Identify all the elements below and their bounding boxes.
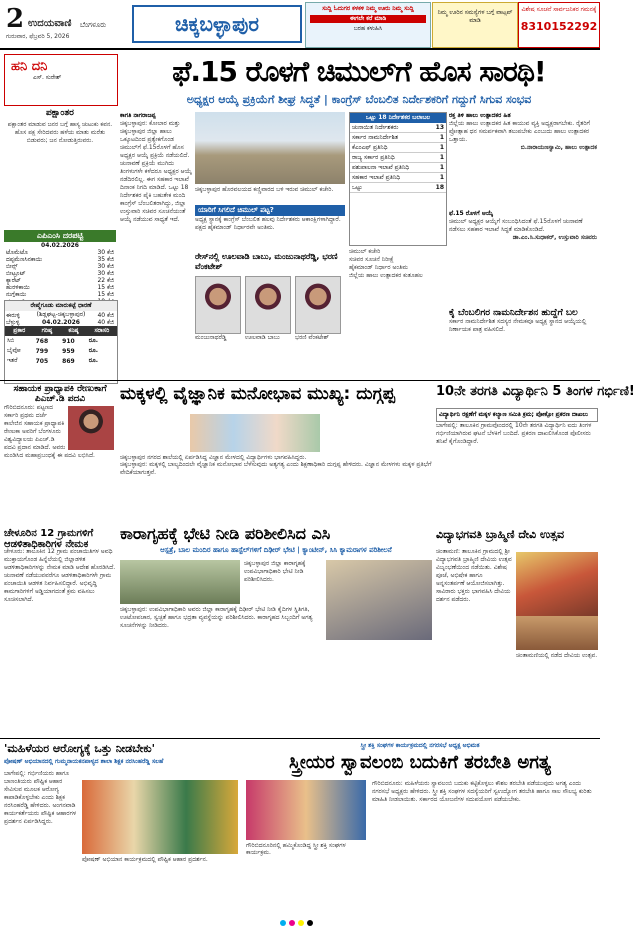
- price-value: 15 ಕೆಜಿ: [97, 284, 114, 291]
- silk-col-header: ಗರಿಷ್ಠ: [34, 326, 61, 336]
- candidate-photo-icon: [245, 276, 291, 334]
- directors-row: [350, 143, 446, 153]
- inset-line: ಜಿಲ್ಲೆಯ ಹಾಲು ಉತ್ಪಾದಕರ ಕುತೂಹಲ: [349, 272, 423, 279]
- women-body: ಬಾಗೇಪಲ್ಲಿ: ಗರ್ಭಿಣಿಯರು ಹಾಗೂ ಬಾಣಂತಿಯರು ಪೌಷ್ಟಿಕ ಆಹಾರ ಸೇವಿಸುವ ಮೂಲಕ ಆರೋಗ್ಯ ಕಾಪಾಡಿಕೊಳ್ಳಬೇಕು ಎಂದು ಶಿಕ್ಷಕ ನರಸಿಂಹರೆಡ್ಡಿ ಹೇಳಿದರು. ಅಂಗನವಾಡಿ ಕಾರ್ಯಕರ್ತೆಯರು ಪೌಷ್ಟಿಕ ಆಹಾರಗಳ ಪ್ರದರ್ಶನ ಏರ್ಪಡಿಸಿದ್ದರು.: [4, 770, 77, 825]
- price-row: [4, 249, 116, 256]
- directors-label: ರಾಜ್ಯ ಸರ್ಕಾರ ಪ್ರತಿನಿಧಿ: [350, 153, 430, 163]
- directors-count: 1: [430, 153, 446, 163]
- women-headline: 'ಮಹಿಳೆಯರ ಆರೋಗ್ಯಕ್ಕೆ ಒತ್ತು ನೀಡಬೇಕು': [4, 742, 156, 755]
- poem-column: [4, 108, 116, 228]
- ad1-band: ಈಗಲೇ ಕರೆ ಮಾಡಿ: [310, 15, 426, 23]
- directors-row: [350, 173, 446, 183]
- directors-row: [350, 123, 446, 133]
- price-row: [4, 263, 116, 270]
- directors-label: ಸರ್ಕಾರ ನಾಮನಿರ್ದೇಶಿತ: [350, 133, 430, 143]
- silk-cell: ರೂ.: [88, 347, 99, 354]
- opinion-2-body: ಚಿಮುಲ್ ಅಧ್ಯಕ್ಷರ ಆಯ್ಕೆಗೆ ಸಂಬಂಧಿಸಿದಂತೆ ಫೆ.15ರೊಳಗೆ ಚುನಾವಣೆ ನಡೆಸಲು ಸಹಕಾರ ಇಲಾಖೆ ಸಿದ್ಧತೆ ಮಾಡಿಕೊಂಡಿದೆ.: [449, 218, 583, 233]
- candidate-photo-icon: [195, 276, 241, 334]
- ad1-bottom: ಬರಹ ಕಳುಹಿಸಿ: [353, 25, 383, 32]
- black-dot-icon: [307, 920, 313, 926]
- nominee-title: ಕೈ ಬೆಂಬಲಿಗರ ನಾಮನಿರ್ದೇಶನ ಹುದ್ದೆಗೆ ಬಲ: [449, 308, 578, 318]
- price-item: ಬೆಳ್ಳುಳ್ಳಿ: [6, 319, 20, 326]
- silk-col-header: ಸರಾಸರಿ: [87, 326, 117, 336]
- price-item: ದಪ್ಪಮೆಣಸಿನಕಾಯಿ: [6, 256, 43, 263]
- price-value: 30 ಕೆಜಿ: [97, 263, 114, 270]
- lead-subhead: ಅಧ್ಯಕ್ಷರ ಆಯ್ಕೆ ಪ್ರಕ್ರಿಯೆಗೆ ಶೀಘ್ರ ಸಿದ್ಧತೆ | ಕಾಂಗ್ರೆಸ್ ಬೆಂಬಲಿತ ನಿರ್ದೇಶಕರಿಗೆ ಗದ್ದುಗೆ ಸಿಗುವ ಸಂಭವ: [186, 93, 532, 106]
- student-body: ಬಾಗೇಪಲ್ಲಿ: ತಾಲೂಕಿನ ಗ್ರಾಮವೊಂದರಲ್ಲಿ 10ನೇ ತರಗತಿ ವಿದ್ಯಾರ್ಥಿನಿ ಐದು ತಿಂಗಳ ಗರ್ಭಿಣಿಯಾಗಿರುವ ಘಟನೆ ಬೆಳಕಿಗೆ ಬಂದಿದೆ. ಪ್ರಕರಣ ದಾಖಲಿಸಿಕೊಂಡ ಪೊಲೀಸರು ತನಿಖೆ ಕೈಗೊಂಡಿದ್ದಾರೆ.: [436, 422, 592, 445]
- self-headline: ಸ್ತ್ರೀಯರ ಸ್ವಾವಲಂಬಿ ಬದುಕಿಗೆ ತರಬೇತಿ ಅಗತ್ಯ: [289, 752, 551, 773]
- nominee-body: ಸರ್ಕಾರ ನಾಮನಿರ್ದೇಶಿತ ಸದಸ್ಯರ ನೇಮಕವೂ ಅಧ್ಯಕ್ಷ ಸ್ಥಾನದ ಆಯ್ಕೆಯಲ್ಲಿ ನಿರ್ಣಾಯಕ ಪಾತ್ರ ವಹಿಸಲಿದೆ.: [449, 318, 587, 333]
- directors-row: [350, 153, 446, 163]
- silk-table: [5, 326, 117, 366]
- opinion-1-title: ರಕ್ತ ತಿಳಿ ಹಾಲು ಉತ್ಪಾದಕರ ಹಿತ: [449, 112, 511, 119]
- silk-cell: 705: [35, 357, 49, 365]
- inset-line: ಸಚಿವರ ಸೂಚನೆ ನಿರೀಕ್ಷೆ: [349, 256, 394, 263]
- directors-table: [349, 112, 447, 246]
- ad-banner-2: [432, 2, 518, 48]
- section-rule: [0, 380, 600, 381]
- self-caption: ಗೌರಿಬಿದನೂರಿನಲ್ಲಿ ಹಮ್ಮಿಕೊಂಡಿದ್ದ ಸ್ತ್ರೀ ಶಕ್ತಿ ಸಂಘಗಳ ಕಾರ್ಯಕ್ರಮ.: [246, 842, 346, 856]
- price-item: ಬೀಟ್ರೂಟ್: [6, 270, 26, 277]
- jail-photo-2: [326, 560, 432, 640]
- jail-photo-1: [120, 560, 240, 604]
- jail-body: ಚಿಕ್ಕಬಳ್ಳಾಪುರ: ಉಪವಿಭಾಗಾಧಿಕಾರಿ ಅವರು ಜಿಲ್ಲಾ ಕಾರಾಗೃಹಕ್ಕೆ ದಿಢೀರ್ ಭೇಟಿ ನೀಡಿ ಕೈದಿಗಳ ಸ್ಥಿತಿಗತಿ, ಊಟೋಪಚಾರ, ಸ್ವಚ್ಛತೆ ಹಾಗೂ ಭದ್ರತಾ ವ್ಯವಸ್ಥೆಯನ್ನು ಪರಿಶೀಲಿಸಿದರು. ಕಾರಾಗೃಹದ ಸಿಬ್ಬಂದಿಗೆ ಅಗತ್ಯ ಸೂಚನೆಗಳನ್ನು ನೀಡಿದರು.: [120, 606, 313, 629]
- price-item: ಹುರಳಿಕಾಯಿ: [6, 284, 30, 291]
- edition-sub: ಬೆಂಗಳೂರು: [80, 21, 107, 29]
- kids-caption: ಚಿಕ್ಕಬಳ್ಳಾಪುರ ನಗರದ ಶಾಲೆಯಲ್ಲಿ ಏರ್ಪಡಿಸಿದ್ದ ವಿಜ್ಞಾನ ಮೇಳದಲ್ಲಿ ವಿದ್ಯಾರ್ಥಿಗಳು ಭಾಗವಹಿಸಿದ್ದರು.: [120, 454, 307, 461]
- directors-count: 13: [430, 123, 446, 133]
- price-item: ಈರುಳ್ಳಿ: [6, 312, 20, 319]
- silk-cell: ರೂ.: [88, 357, 99, 364]
- opinion-box-2: [449, 210, 597, 306]
- directors-row: [350, 133, 446, 143]
- phd-heading: ಸಹಾಯಕ ಪ್ರಾಧ್ಯಾಪಕಿ ರೇಣುಕಾಗೆ ಪಿಎಚ್.ಡಿ ಪದವಿ: [13, 384, 107, 404]
- directors-label: ಸಹಕಾರ ಇಲಾಖೆ ಪ್ರತಿನಿಧಿ: [350, 173, 430, 183]
- silk-col-header: ಕನಿಷ್ಠ: [60, 326, 87, 336]
- yellow-dot-icon: [298, 920, 304, 926]
- silk-heading: ರೇಷ್ಮೆಗೂಡು ಮಾರುಕಟ್ಟೆ ಧಾರಣೆ: [5, 301, 117, 311]
- ad-banner-3: [518, 2, 600, 48]
- qa-box: [195, 205, 345, 251]
- price-heading: ಎಪಿಎಂಸಿ ದರಪಟ್ಟಿ: [4, 230, 116, 242]
- candidate-1: ಮಂಜುನಾಥರೆಡ್ಡಿ: [195, 276, 241, 342]
- temple-photo: [516, 552, 598, 616]
- poem-title: ಪಕ್ಷಾಂತರ: [46, 108, 74, 118]
- section-title: ಚಿಕ್ಕಬಳ್ಳಾಪುರ: [132, 5, 302, 43]
- lead-photo-caption: ಚಿಕ್ಕಬಳ್ಳಾಪುರ ಹೊರವಲಯದ ಕಣ್ಣಿವಾರದ ಬಳಿ ಇರುವ ಚಿಮುಲ್ ಕಚೇರಿ.: [195, 186, 334, 193]
- hani-dani-box: [4, 54, 118, 106]
- directors-row: [350, 183, 446, 193]
- temple-photo-2: [516, 616, 598, 650]
- student-story: [436, 408, 598, 526]
- inset-line: ಹೈಕಮಾಂಡ್ ನಿರ್ಧಾರ ಅಂತಿಮ: [349, 264, 408, 271]
- self-subhead: ಸ್ತ್ರೀ ಶಕ್ತಿ ಸಂಘಗಳ ಕಾರ್ಯಕ್ರಮದಲ್ಲಿ ನಗರಸಭೆ ಅಧ್ಯಕ್ಷ ಅಭಿಮತ: [360, 742, 480, 749]
- silk-cell: 910: [62, 337, 75, 345]
- women-caption: ಪೋಷಣ್ ಅಭಿಯಾನ ಕಾರ್ಯಕ್ರಮದಲ್ಲಿ ಪೌಷ್ಟಿಕ ಆಹಾರ ಪ್ರದರ್ಶನ.: [82, 856, 208, 863]
- student-highlight: ವಿದ್ಯಾರ್ಥಿನಿ ರಕ್ಷಣೆಗೆ ಮಕ್ಕಳ ಕಲ್ಯಾಣ ಸಮಿತಿ ಕ್ರಮ; ಪೋಕ್ಸೋ ಪ್ರಕರಣ ದಾಖಲು: [436, 408, 598, 422]
- women-subhead: ಪೋಷಣ್ ಅಭಿಯಾನದಲ್ಲಿ ಗುಮ್ಮನಾಯಕನಪಾಳ್ಯದ ಶಾಲಾ ಶಿಕ್ಷಕ ನರಸಿಂಹರೆಡ್ಡಿ ಸಲಹೆ: [4, 758, 164, 765]
- price-item: ನುಗ್ಗೆಕಾಯಿ: [6, 291, 27, 298]
- candidates-heading: ರೇಸ್‌ನಲ್ಲಿ ಊಲವಾಡಿ ಬಾಬು, ಮಂಜುನಾಥರೆಡ್ಡಿ, ಭರಣಿ ವೆಂಕಟೇಶ್: [195, 252, 338, 271]
- ad1-top: ಸುದ್ದಿ ಓದುಗರ ಕಳಕಳಿ ನಿಮ್ಮ ಊರು ನಿಮ್ಮ ಸುದ್ದಿ: [322, 5, 414, 12]
- silk-cell: ರೂ.: [88, 337, 99, 344]
- opinion-1-body: ಜಿಲ್ಲೆಯ ಹಾಲು ಉತ್ಪಾದಕರ ಹಿತ ಕಾಯುವ ವ್ಯಕ್ತಿ ಅಧ್ಯಕ್ಷರಾಗಬೇಕು. ರೈತರಿಗೆ ಪ್ರೋತ್ಸಾಹ ಧನ ಸಮರ್ಪಕವಾಗಿ ತಲುಪಬೇಕು ಎಂಬುದು ಹಾಲು ಉತ್ಪಾದಕರ ಒತ್ತಾಯ.: [449, 120, 590, 143]
- price-value: 22 ಕೆಜಿ: [97, 277, 114, 284]
- candidates-box: [195, 252, 345, 376]
- directors-count: 1: [430, 143, 446, 153]
- lead-body: [120, 112, 192, 377]
- masthead-rule: [0, 48, 600, 50]
- silk-market-box: [4, 300, 118, 384]
- price-value: 15 ಕೆಜಿ: [97, 291, 114, 298]
- lead-byline: ಕಾಗತಿ ನಾಗರಾಜಪ್ಪ: [120, 112, 156, 119]
- price-row: [4, 256, 116, 263]
- price-row: [4, 277, 116, 284]
- candidate-3: ಭರಣಿ ವೆಂಕಟೇಶ್: [295, 276, 341, 342]
- silk-row: [5, 346, 117, 356]
- directors-row: [350, 163, 446, 173]
- women-photo: [82, 780, 238, 854]
- opinion-1-sign: ಬಿ.ನಾರಾಯಣಸ್ವಾಮಿ, ಹಾಲು ಉತ್ಪಾದಕ: [520, 144, 597, 151]
- silk-row: [5, 336, 117, 346]
- directors-count: 1: [430, 163, 446, 173]
- celur-body: ಚೇಳೂರು: ತಾಲೂಕಿನ 12 ಗ್ರಾಮ ಪಂಚಾಯಿತಿಗಳ ಅವಧಿ ಮುಕ್ತಾಯಗೊಂಡ ಹಿನ್ನೆಲೆಯಲ್ಲಿ ಜಿಲ್ಲಾಡಳಿತ ಆಡಳಿತಾಧಿಕಾರಿಗಳನ್ನು ನೇಮಕ ಮಾಡಿ ಆದೇಶ ಹೊರಡಿಸಿದೆ. ಚುನಾವಣೆ ನಡೆಯುವವರೆಗೂ ಆಡಳಿತಾಧಿಕಾರಿಗಳೇ ಗ್ರಾಮ ಪಂಚಾಯಿತಿ ಆಡಳಿತ ನಿರ್ವಹಿಸಲಿದ್ದಾರೆ. ಅಭಿವೃದ್ಧಿ ಕಾಮಗಾರಿಗಳಿಗೆ ಅಡ್ಡಿಯಾಗದಂತೆ ಕ್ರಮ ವಹಿಸಲು ಸೂಚಿಸಲಾಗಿದೆ.: [4, 548, 116, 603]
- silk-cell: 869: [62, 357, 75, 365]
- qa-heading: ಯಾರಿಗೆ ಸಿಗಲಿದೆ ಚಿಮುಲ್ ಪಟ್ಟ?: [195, 205, 345, 216]
- page-number: 2: [6, 4, 25, 34]
- issue-date: ಗುರುವಾರ, ಫೆಬ್ರವರಿ 5, 2026: [6, 33, 70, 40]
- price-item: ಕ್ಯಾರೆಟ್: [6, 277, 21, 284]
- registration-marks: [280, 920, 340, 926]
- lead-headline: ಫೆ.15 ರೊಳಗೆ ಚಿಮುಲ್‌ಗೆ ಹೊಸ ಸಾರಥಿ!: [172, 55, 546, 88]
- temple-headline: ವಿದ್ಯಾಭಗವತಿ ಬ್ರಾಹ್ಮಿಣಿ ದೇವಿ ಉತ್ಸವ: [436, 528, 565, 541]
- temple-caption: ಚಿಂತಾಮಣಿಯಲ್ಲಿ ನಡೆದ ದೇವಿಯ ಉತ್ಸವ.: [516, 652, 598, 659]
- directors-count: 1: [430, 173, 446, 183]
- jail-headline: ಕಾರಾಗೃಹಕ್ಕೆ ಭೇಟಿ ನೀಡಿ ಪರಿಶೀಲಿಸಿದ ಎಸಿ: [120, 524, 331, 543]
- directors-label: ಚುನಾಯಿತ ನಿರ್ದೇಶಕರು: [350, 123, 430, 133]
- column-logo: ಹನಿ ದನಿ: [11, 59, 48, 74]
- price-date: 04.02.2026: [41, 242, 79, 249]
- ad3-phone: 8310152292: [520, 20, 598, 33]
- directors-label: ಒಟ್ಟು: [350, 183, 430, 193]
- self-body: ಗೌರಿಬಿದನೂರು: ಮಹಿಳೆಯರು ಸ್ವಾವಲಂಬಿ ಬದುಕು ಕಟ್ಟಿಕೊಳ್ಳಲು ಕೌಶಲ ತರಬೇತಿ ಪಡೆಯುವುದು ಅಗತ್ಯ ಎಂದು ನಗರಸಭೆ ಅಧ್ಯಕ್ಷರು ಹೇಳಿದರು. ಸ್ತ್ರೀ ಶಕ್ತಿ ಸಂಘಗಳ ಸದಸ್ಯೆಯರಿಗೆ ಸ್ವಉದ್ಯೋಗ ತರಬೇತಿ ಹಾಗೂ ಸಾಲ ಸೌಲಭ್ಯ ಕುರಿತು ಮಾಹಿತಿ ನೀಡಲಾಯಿತು. ಸರ್ಕಾರದ ಯೋಜನೆಗಳ ಸದುಪಯೋಗ ಪಡೆಯಬೇಕು.: [372, 780, 592, 803]
- silk-cell: 959: [62, 347, 75, 355]
- silk-cell: 799: [35, 347, 49, 355]
- price-value: 30 ಕೆಜಿ: [97, 249, 114, 256]
- opinion-2-title: ಫೆ.15 ರೊಳಗೆ ಆಯ್ಕೆ: [449, 210, 494, 217]
- price-item: ಟೊಮೆಟೊ: [6, 249, 28, 256]
- jail-caption: ಚಿಕ್ಕಬಳ್ಳಾಪುರ ಜಿಲ್ಲಾ ಕಾರಾಗೃಹಕ್ಕೆ ಉಪವಿಭಾಗಾಧಿಕಾರಿ ಭೇಟಿ ನೀಡಿ ಪರಿಶೀಲಿಸಿದರು.: [244, 560, 306, 583]
- directors-label: ಪಶುಪಾಲನಾ ಇಲಾಖೆ ಪ್ರತಿನಿಧಿ: [350, 163, 430, 173]
- column-author: ಎಸ್. ಸುರೇಶ್: [33, 74, 62, 81]
- price-value: 30 ಕೆಜಿ: [97, 270, 114, 277]
- lead-photo: [195, 112, 345, 184]
- directors-label: ಕೆಎಂಎಫ್ ಪ್ರತಿನಿಧಿ: [350, 143, 430, 153]
- silk-cell: ಇತರೆ: [7, 357, 18, 364]
- price-row: [4, 284, 116, 291]
- cyan-dot-icon: [280, 920, 286, 926]
- bottom-rule: [0, 738, 600, 739]
- self-photo: [246, 780, 366, 840]
- paper-name: ಉದಯವಾಣಿ: [28, 18, 72, 29]
- silk-date: 04.02.2026: [42, 319, 80, 326]
- qa-body: ಅಧ್ಯಕ್ಷ ಸ್ಥಾನಕ್ಕೆ ಕಾಂಗ್ರೆಸ್ ಬೆಂಬಲಿತ ಹಲವು ನಿರ್ದೇಶಕರು ಆಕಾಂಕ್ಷಿಗಳಾಗಿದ್ದಾರೆ. ಪಕ್ಷದ ಹೈಕಮಾಂಡ್ ನಿರ್ಧಾರವೇ ಅಂತಿಮ.: [195, 216, 341, 231]
- kids-headline: ಮಕ್ಕಳಲ್ಲಿ ವೈಜ್ಞಾನಿಕ ಮನೋಭಾವ ಮುಖ್ಯ: ದುಗ್ಗಪ್ಪ: [120, 384, 395, 404]
- silk-cell: ಸಿಬಿ: [7, 337, 15, 344]
- magenta-dot-icon: [289, 920, 295, 926]
- price-value: 40 ಕೆಜಿ: [97, 312, 114, 319]
- silk-sub: (ಶಿಡ್ಲಘಟ್ಟ-ಚಿಕ್ಕಬಳ್ಳಾಪುರ): [36, 311, 86, 318]
- inset-list: [349, 248, 445, 376]
- directors-count: 1: [430, 133, 446, 143]
- candidate-photo-icon: [295, 276, 341, 334]
- portrait-photo: [68, 406, 114, 450]
- poem-text: ಪಕ್ಷಾಂತರ ಮಾಡುವ ಜನರ ಬಗ್ಗೆ ಹಾಸ್ಯ ಚುಟುಕು ಕವನ. ಹೊಸ ಪಕ್ಷ ಸೇರಿದವರು ಹಳೆಯ ಮಾತು ಮರೆತು ಬಿಡುವರು; ಜನ ನೋಡುತ್ತಿರುವರು.: [7, 121, 113, 144]
- temple-body: ಚಿಂತಾಮಣಿ: ತಾಲೂಕಿನ ಗ್ರಾಮದಲ್ಲಿ ಶ್ರೀ ವಿದ್ಯಾಭಗವತಿ ಬ್ರಾಹ್ಮಿಣಿ ದೇವಿಯ ಉತ್ಸವ ವಿಜೃಂಭಣೆಯಿಂದ ನಡೆಯಿತು. ವಿಶೇಷ ಪೂಜೆ, ಅಭಿಷೇಕ ಹಾಗೂ ಅನ್ನಸಂತರ್ಪಣೆ ಆಯೋಜಿಸಲಾಗಿತ್ತು. ಸಾವಿರಾರು ಭಕ್ತರು ಭಾಗವಹಿಸಿ ದೇವಿಯ ದರ್ಶನ ಪಡೆದರು.: [436, 548, 512, 603]
- phd-story: [4, 384, 116, 526]
- lead-text: ಚಿಕ್ಕಬಳ್ಳಾಪುರ: ಕೋಲಾರ ಮತ್ತು ಚಿಕ್ಕಬಳ್ಳಾಪುರ ಜಿಲ್ಲಾ ಹಾಲು ಒಕ್ಕೂಟದಿಂದ ಪ್ರತ್ಯೇಕಗೊಂಡ ಚಿಮುಲ್‌ಗೆ ಫೆ.15ರೊಳಗೆ ಹೊಸ ಅಧ್ಯಕ್ಷರ ಆಯ್ಕೆ ಪ್ರಕ್ರಿಯೆ ನಡೆಯಲಿದೆ. ಚುನಾವಣೆ ಪ್ರಕ್ರಿಯೆ ಮುಗಿದು ತಿಂಗಳುಗಳೇ ಕಳೆದರೂ ಅಧ್ಯಕ್ಷರ ಆಯ್ಕೆ ನಡೆದಿರಲಿಲ್ಲ. ಈಗ ಸಹಕಾರ ಇಲಾಖೆ ದಿನಾಂಕ ನಿಗದಿ ಮಾಡಿದೆ. ಒಟ್ಟು 18 ನಿರ್ದೇಶಕರ ಪೈಕಿ ಬಹುತೇಕ ಮಂದಿ ಕಾಂಗ್ರೆಸ್ ಬೆಂಬಲಿತರಾಗಿದ್ದು, ಜಿಲ್ಲಾ ಉಸ್ತುವಾರಿ ಸಚಿವರ ಸೂಚನೆಯಂತೆ ಆಯ್ಕೆ ನಡೆಯುವ ಸಾಧ್ಯತೆ ಇದೆ.: [120, 120, 192, 223]
- phd-body: ಗೌರಿಬಿದನೂರು: ಪಟ್ಟಣದ ಸರ್ಕಾರಿ ಪ್ರಥಮ ದರ್ಜೆ ಕಾಲೇಜಿನ ಸಹಾಯಕ ಪ್ರಾಧ್ಯಾಪಕಿ ರೇಣುಕಾ ಅವರಿಗೆ ಬೆಂಗಳೂರು ವಿಶ್ವವಿದ್ಯಾಲಯ ಪಿಎಚ್.ಡಿ ಪದವಿ ಪ್ರದಾನ ಮಾಡಿದೆ. ಅವರು ಮಂಡಿಸಿದ ಮಹಾಪ್ರಬಂಧಕ್ಕೆ ಈ ಪದವಿ ಲಭಿಸಿದೆ.: [4, 404, 95, 459]
- silk-cell: ಬೈವೋ: [7, 347, 21, 354]
- silk-row: [5, 356, 117, 366]
- silk-cell: 768: [35, 337, 49, 345]
- celur-headline: ಚೇಳೂರಿನ 12 ಗ್ರಾಮಗಳಿಗೆ ಆಡಳಿತಾಧಿಕಾರಿಗಳ ನೇಮಕ: [4, 528, 94, 550]
- kids-story: [120, 454, 432, 520]
- kids-body: ಚಿಕ್ಕಬಳ್ಳಾಪುರ: ಮಕ್ಕಳಲ್ಲಿ ಬಾಲ್ಯದಿಂದಲೇ ವೈಜ್ಞಾನಿಕ ಮನೋಭಾವ ಬೆಳೆಸುವುದು ಅತ್ಯಗತ್ಯ ಎಂದು ಶಿಕ್ಷಣಾಧಿಕಾರಿ ದುಗ್ಗಪ್ಪ ಹೇಳಿದರು. ವಿಜ್ಞಾನ ಮೇಳಗಳು ಮಕ್ಕಳ ಪ್ರತಿಭೆಗೆ ವೇದಿಕೆಯಾಗುತ್ತವೆ.: [120, 461, 432, 476]
- ad3-text: ವಿಶೇಷ ಸೂಚನೆ ಸಾರ್ವಜನಿಕರ ಗಮನಕ್ಕೆ: [521, 6, 597, 13]
- kids-photo: [190, 414, 320, 452]
- inset-line: ಚಿಮುಲ್ ಕಚೇರಿ: [349, 248, 381, 255]
- price-value: 40 ಕೆಜಿ: [97, 319, 114, 326]
- nominee-box: [449, 308, 597, 376]
- directors-count: 18: [430, 183, 446, 193]
- ad-banner-1: [305, 2, 431, 48]
- candidate-2: ಊಲವಾಡಿ ಬಾಬು: [245, 276, 291, 342]
- opinion-box-1: [449, 112, 597, 208]
- price-row: [4, 291, 116, 298]
- price-item: ಬೀನ್ಸ್: [6, 263, 18, 270]
- ad2-text: ನಿಮ್ಮ ಊರಿನ ಸಮಸ್ಯೆಗಳ ಬಗ್ಗೆ ವಾಟ್ಸಪ್ ಮಾಡಿ: [437, 9, 513, 24]
- price-row: [4, 270, 116, 277]
- directors-heading: ಒಟ್ಟು 18 ನಿರ್ದೇಶಕರ ಬಲಾಬಲ: [350, 113, 446, 123]
- jail-subhead: ಆಸ್ಪತ್ರೆ, ಬಾಲ ಮಂದಿರ ಹಾಗೂ ಹಾಸ್ಟೆಲ್‌ಗಳಿಗೆ ದಿಢೀರ್ ಭೇಟಿ | ಕ್ಯಾಂಟೀನ್, ಸಿಸಿ ಕ್ಯಾಮರಾಗಳ ಪರಿಶೀಲನೆ: [160, 546, 392, 554]
- opinion-2-sign: ಡಾ.ಎಂ.ಸಿ.ಸುಧಾಕರ್, ಉಸ್ತುವಾರಿ ಸಚಿವರು: [512, 234, 597, 241]
- silk-col-header: ಪ್ರಕಾರ: [5, 326, 34, 336]
- price-value: 35 ಕೆಜಿ: [97, 256, 114, 263]
- student-headline: 10ನೇ ತರಗತಿ ವಿದ್ಯಾರ್ಥಿನಿ 5 ತಿಂಗಳ ಗರ್ಭಿಣಿ!: [436, 384, 635, 399]
